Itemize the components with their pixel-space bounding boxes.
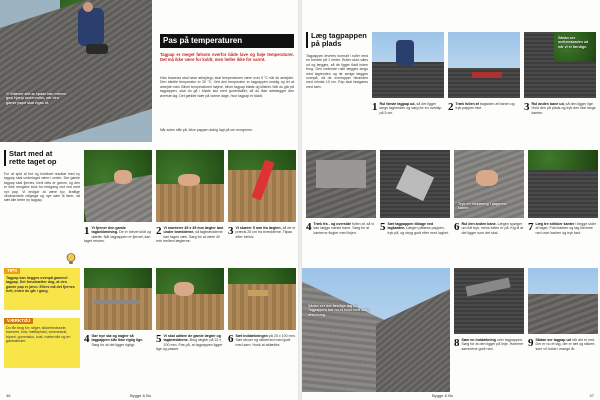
left-page bbox=[0, 0, 298, 400]
temperature-body-2: Når solen står på, blive pappen aldrig lagt på om morgenen. bbox=[160, 128, 253, 132]
step-photo-2 bbox=[156, 150, 224, 222]
tips-label: TIPS bbox=[4, 268, 20, 274]
step-5-caption: 5 Vi skal udføre de gamle lægter og tagbrædderne. Brug lægter på 22 x 100 mm. Pas på, at tagpappen ligger lige og passer. bbox=[156, 333, 223, 352]
tools-box bbox=[4, 318, 80, 368]
step-photo-4 bbox=[84, 268, 152, 330]
step-2-caption: 2 Vi monterer 45 x 45 mm lægter løst under brædderne, så tagbrædderne kan tages væk. Sørg for at være 40 mm mellem lægterne. bbox=[156, 225, 224, 244]
right-step-1-caption: 1 Rul første tagpap ud, så det ligger langs tagrenden og sørg for en overlap på 5 cm. bbox=[372, 101, 442, 115]
right-step-7-caption: 7 Læg tre strikker kanter i begge sider af taget. Fold kanten og tag klemme ned over kanten og tryk fast. bbox=[528, 221, 597, 235]
tips-box bbox=[4, 268, 80, 310]
right-step-3-caption: 3 Rul anden bane ud, så den ligger lige. Hold den på plads og tryk den fast langs kanten. bbox=[524, 101, 596, 115]
right-title: Læg tagpappen på plads bbox=[311, 31, 367, 48]
right-step-photo-2 bbox=[448, 32, 520, 98]
right-step-2-caption: 2 Træk folien af bagsiden af banen og tryk pappen fast. bbox=[448, 101, 515, 113]
tools-text: Du får brug for: stiger, sikkerhedssele, hammer, kniv, hæftepistol, tommestok, blyant, gummisko, kost, malerrulle og en gasbrænder. bbox=[6, 326, 71, 344]
right-step-4-caption: 4 Træk fra - og overside folien af, så vi kan lægge næste bane. Sørg for at kanterne flugter med linjen. bbox=[306, 221, 375, 235]
right-step-photo-3 bbox=[524, 32, 596, 98]
right-body: Tagpappen leveres normalt i ruller med en bredde på 1 meter. Ruller skal rulles ud og lægges, så de ligger fladt inden brug. Den nederste rulle lægges langs med tagrenden og de øvrige lægges ovenpå, så de overlapper hinanden med mindst 10 cm. Pap skal fastgøres med søm. bbox=[306, 54, 368, 89]
right-step-photo-5 bbox=[380, 150, 450, 218]
tools-label: VÆRKTØJ bbox=[4, 318, 33, 324]
right-step-9-caption: 9 Sådan ser tagpap ud når det er ned. Der er nu et tag, der er tæt og sikkert, som vil holde i mange år. bbox=[528, 337, 596, 351]
start-body: For at spid af fint og holdbart resultat med ny tagpap skal underlaget være i orden. Der gamle tagpap skal fjernes, fordi dets er gamm, og den er ikke mmgsfor stoe for nedgang ved ved med nyt pap. Vi endgar at være tyv, tiraflige vinduskrdele miljørgø og nye søm til fører, så sæt alle beter ny tagpap. bbox=[4, 172, 80, 203]
right-step-6-caption: 6 Rul den anden bane. Lægen spørger om lidt tryk, mens folien er på. Kig til at det ligger som det skal. bbox=[454, 221, 524, 235]
step-4-caption: 4 Gør nye stø og nagler så tagpappen slår ikke rigtig lige. Sørg for at det ligger rigtigt. bbox=[84, 333, 144, 347]
right-step-photo-8 bbox=[454, 268, 524, 334]
temperature-body: Hvis basenes skal have arbejdsgr, skal temperaturen være over 5 °C når du arbejder. Den ideelle temperatur er 20 °C. Ved den temperatur er tagpappen smidig og let at arbejde med. Bliver temperaturen højere, bliver tagpap bløde og klistret. Når du går på tagpappen, skal du gå i bløde sko med gummisåler, så du ikke ødelægger den øverste lag. Det gælder især på varme dage, hvor tagpap er blødt. bbox=[160, 76, 294, 98]
tips-text: Tagpap kan lægges ovenpå gammel tagpap. Det forudsætter dog, at den gamle pap er jævn. Ellers må det fjernes helt, inden du går i gang. bbox=[6, 276, 75, 294]
start-title: Start med at rette taget op bbox=[9, 149, 57, 166]
right-step-photo-4 bbox=[306, 150, 376, 218]
right-step-photo-7 bbox=[528, 150, 598, 218]
right-step-photo-9 bbox=[528, 268, 598, 334]
right-photo-6-overlay: Tryk en tilskæring i pappens kanter. bbox=[458, 202, 507, 211]
step-1-caption: 1 Vi fjerner den gamle tagbeklædning. De er blevet slidt og utætte. Når tagpappen er fjernet, kan taget renses. bbox=[84, 225, 151, 244]
temperature-title: Pas på temperaturen bbox=[163, 36, 243, 45]
right-step-5-caption: 5 Sæt tagpappen tilbage ved lagkanten. Lægen påføres pappen, tryk på, og stryg godt efter med lagket. bbox=[380, 221, 449, 235]
hero-roof-photo bbox=[0, 0, 152, 142]
step-6-caption: 6 Sæt inddækningen på 25 x 100 mm. Sæt skruer og sikkerhed med godt med søm. Husk at afdække. bbox=[228, 333, 296, 347]
right-page bbox=[302, 0, 600, 400]
finished-roof-photo bbox=[302, 268, 450, 392]
temperature-lead: Tagpap er meget følsom overfor både lave og høje temperaturer. Det må ikke være for koldt, men heller ikke for varmt. bbox=[160, 52, 294, 62]
step-photo-5 bbox=[156, 268, 224, 330]
start-heading bbox=[4, 150, 69, 166]
finished-roof-overlay: Sådan ser det færdige tag ud. Tagpappen har nu et hold med solid afslutning. bbox=[308, 304, 370, 317]
right-photo-3-overlay: Sådan ser mellemskaden ud når vi er færdige. bbox=[558, 36, 589, 49]
left-footer: Bygge & Bo bbox=[130, 393, 152, 398]
hero-caption: Vi frilæser alle ar spade kan mieren gasl hjælp undervolks, når den gamle papir skal rigas of. bbox=[6, 92, 67, 105]
temperature-heading bbox=[160, 34, 294, 48]
step-photo-1 bbox=[84, 150, 152, 222]
step-3-caption: 3 Vi skærer 5 mm fra lægten, så de er præcis 25 cm fra brædderne. Tilpas efter behov. bbox=[228, 225, 296, 239]
right-step-8-caption: 8 Søm en inddækning over tagpappen. Sørg for at den ligger på linje. Hammer sømmene godt ned. bbox=[454, 337, 524, 351]
right-step-photo-1 bbox=[372, 32, 444, 98]
right-step-photo-6 bbox=[454, 150, 524, 218]
left-page-number: 46 bbox=[6, 393, 11, 398]
step-photo-6 bbox=[228, 268, 296, 330]
lightbulb-icon bbox=[64, 252, 78, 266]
step-photo-3 bbox=[228, 150, 296, 222]
right-footer: Bygge & Bo bbox=[432, 393, 454, 398]
right-page-number: 47 bbox=[589, 393, 594, 398]
right-heading bbox=[306, 32, 373, 48]
